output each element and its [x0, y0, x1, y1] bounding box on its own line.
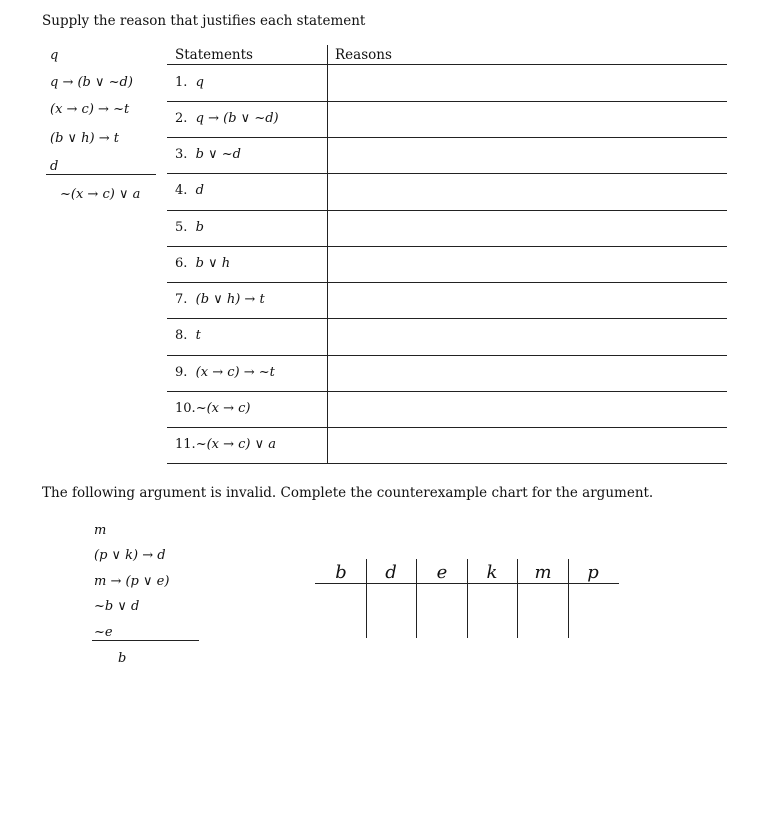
chart-value-cell[interactable]: [366, 590, 416, 634]
reason-cell[interactable]: [330, 214, 725, 244]
statement-row: [175, 365, 275, 380]
reason-cell[interactable]: [330, 105, 725, 135]
statement-number: 9.: [175, 365, 188, 380]
statement-expr: q: [195, 75, 204, 90]
statement-number: 4.: [175, 183, 188, 198]
premise-5: d: [50, 159, 59, 174]
statement-number: 3.: [175, 147, 188, 162]
statement-row: [175, 292, 265, 307]
arg2-conclusion: b: [118, 651, 127, 666]
statement-expr: b ∨ h: [195, 256, 231, 271]
chart-header-d: d: [385, 562, 397, 583]
statement-expr: (x → c) → ~t: [195, 365, 275, 380]
reason-cell[interactable]: [330, 359, 725, 389]
table-rule: [167, 210, 727, 211]
chart-header-k: k: [486, 562, 498, 583]
statement-row: [175, 437, 276, 452]
statement-expr: t: [195, 328, 201, 343]
table-rule: [167, 427, 727, 428]
statement-row: [175, 147, 241, 162]
statement-row: [175, 183, 204, 198]
reason-cell[interactable]: [330, 322, 725, 352]
statement-number: 8.: [175, 328, 188, 343]
reason-cell[interactable]: [330, 395, 725, 425]
statement-expr: b ∨ ~d: [195, 147, 241, 162]
statement-expr: (b ∨ h) → t: [195, 292, 265, 307]
premise-4: (b ∨ h) → t: [50, 131, 119, 146]
reason-cell[interactable]: [330, 177, 725, 207]
arg2-premise-3: m → (p ∨ e): [94, 574, 170, 589]
table-rule: [167, 282, 727, 283]
table-divider: [327, 45, 328, 464]
statement-number: 5.: [175, 220, 188, 235]
table-rule: [167, 137, 727, 138]
instruction-1: Supply the reason that justifies each statement: [42, 13, 366, 29]
reason-cell[interactable]: [330, 141, 725, 171]
table-rule: [167, 318, 727, 319]
table-rule: [167, 463, 727, 464]
table-rule: [167, 391, 727, 392]
arg2-premise-2: (p ∨ k) → d: [94, 548, 166, 563]
statement-row: [175, 256, 230, 271]
statement-expr: ~(x → c): [195, 401, 251, 416]
instruction-2: The following argument is invalid. Complete the counterexample chart for the argument.: [42, 485, 654, 501]
premise-1: q: [50, 48, 59, 63]
table-rule: [167, 355, 727, 356]
conclusion-rule-1: [46, 174, 156, 175]
chart-value-cell[interactable]: [467, 590, 517, 634]
statement-row: [175, 401, 251, 416]
statement-number: 10.: [175, 401, 196, 416]
reason-cell[interactable]: [330, 69, 725, 99]
statement-number: 2.: [175, 111, 188, 126]
table-rule: [167, 173, 727, 174]
arg2-premise-4: ~b ∨ d: [94, 599, 140, 614]
statement-expr: ~(x → c) ∨ a: [195, 437, 277, 452]
statement-row: [175, 111, 279, 126]
chart-header-e: e: [436, 562, 448, 583]
arg2-premise-1: m: [94, 523, 107, 538]
premise-2: q → (b ∨ ~d): [50, 75, 133, 90]
table-rule: [167, 101, 727, 102]
statement-number: 7.: [175, 292, 188, 307]
chart-header-m: m: [534, 562, 552, 583]
table-rule: [167, 64, 727, 65]
chart-header-p: p: [587, 562, 599, 583]
statement-number: 6.: [175, 256, 188, 271]
conclusion-1: ~(x → c) ∨ a: [60, 187, 141, 202]
statement-row: [175, 328, 201, 343]
premise-3: (x → c) → ~t: [50, 102, 130, 117]
statement-row: [175, 75, 204, 90]
chart-value-cell[interactable]: [518, 590, 568, 634]
chart-value-cell[interactable]: [316, 590, 366, 634]
reason-cell[interactable]: [330, 431, 725, 461]
statement-expr: b: [195, 220, 204, 235]
statement-expr: q → (b ∨ ~d): [195, 111, 279, 126]
chart-value-cell[interactable]: [417, 590, 467, 634]
chart-header-b: b: [335, 562, 347, 583]
statement-row: [175, 220, 204, 235]
statement-expr: d: [195, 183, 204, 198]
statement-number: 1.: [175, 75, 188, 90]
reason-cell[interactable]: [330, 286, 725, 316]
arg2-premise-5: ~e: [94, 625, 113, 640]
chart-value-cell[interactable]: [568, 590, 618, 634]
statement-number: 11.: [175, 437, 196, 452]
reason-cell[interactable]: [330, 250, 725, 280]
reasons-header: Reasons: [335, 47, 392, 63]
table-rule: [167, 246, 727, 247]
statements-header: Statements: [175, 47, 253, 63]
conclusion-rule-2: [92, 640, 199, 641]
